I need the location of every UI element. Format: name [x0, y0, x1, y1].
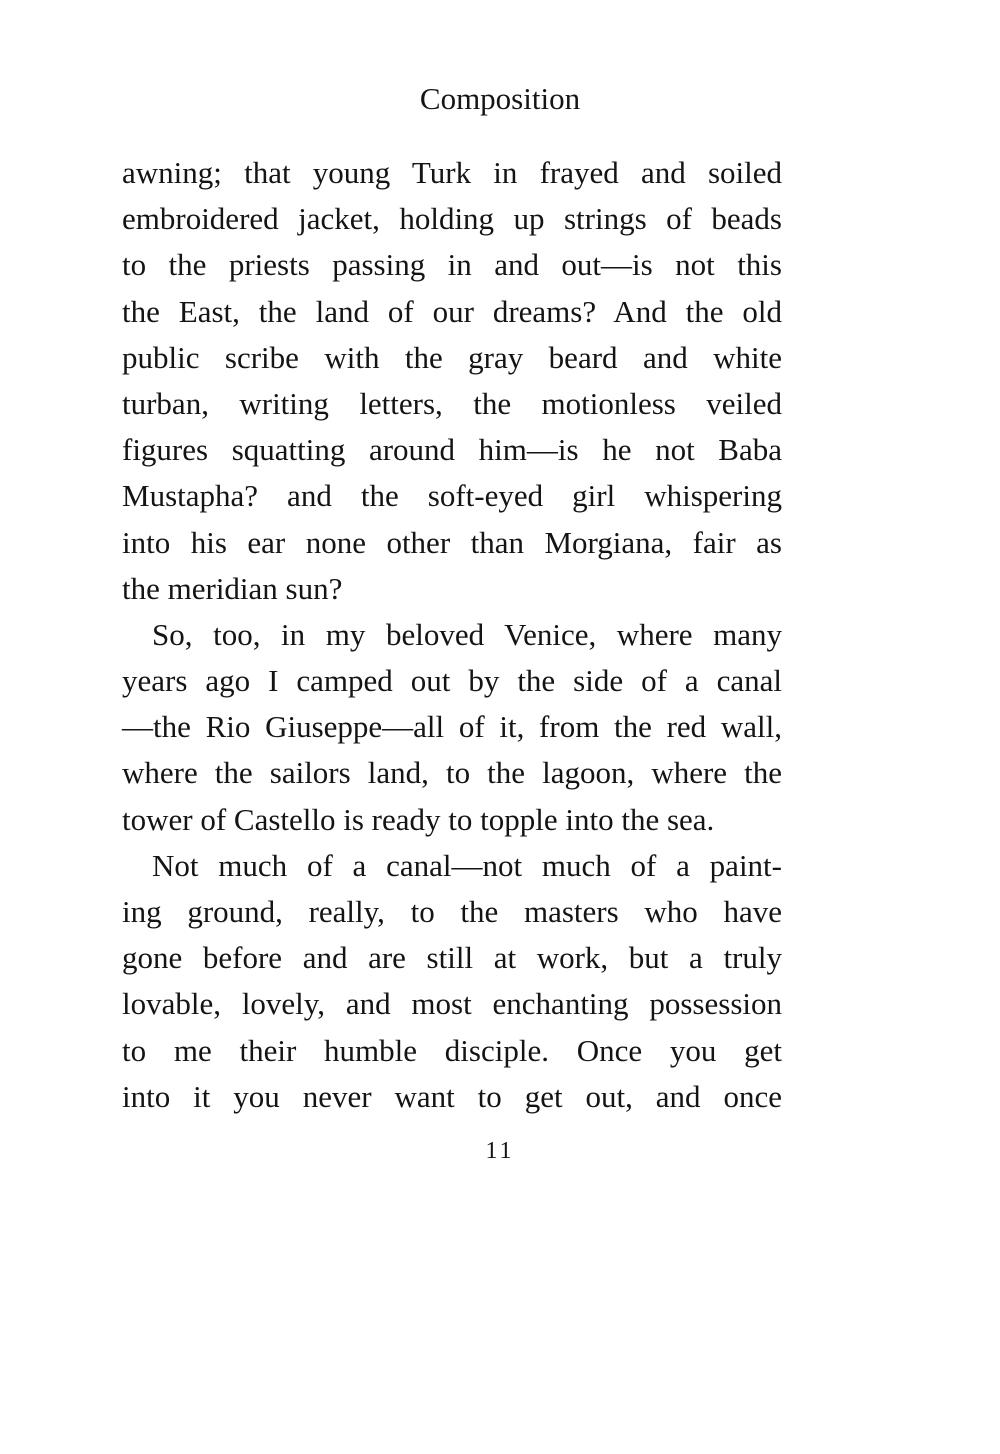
text-line: the East, the land of our dreams? And the old [122, 293, 782, 329]
text-line: to me their humble disciple. Once you get [122, 1032, 782, 1068]
text-line: years ago I camped out by the side of a canal [122, 663, 782, 699]
text-line: gone before and are still at work, but a truly [122, 940, 782, 976]
text-line: Mustapha? and the soft-eyed girl whispering [122, 478, 782, 514]
text-line: lovable, lovely, and most enchanting possession [122, 986, 782, 1022]
text-line: tower of Castello is ready to topple into the sea. [122, 801, 715, 837]
page-number: 11 [485, 1138, 515, 1164]
text-line: public scribe with the gray beard and white [122, 339, 782, 375]
text-line: where the sailors land, to the lagoon, where the [122, 755, 782, 791]
text-line: So, too, in my beloved Venice, where many [152, 616, 782, 652]
body-text [122, 150, 782, 1120]
text-line: the meridian sun? [122, 570, 343, 606]
text-line: into it you never want to get out, and once [122, 1078, 782, 1114]
text-line: —the Rio Giuseppe—all of it, from the red wall, [122, 709, 782, 745]
running-head: Composition [419, 81, 581, 116]
text-line: ing ground, really, to the masters who have [122, 894, 782, 929]
text-line: awning; that young Turk in frayed and soiled [122, 155, 782, 190]
text-line: Not much of a canal—not much of a paint- [152, 847, 782, 883]
text-line: figures squatting around him—is he not Baba [122, 432, 782, 468]
text-line: to the priests passing in and out—is not this [122, 247, 782, 283]
text-line: into his ear none other than Morgiana, fair as [122, 524, 782, 560]
text-line: embroidered jacket, holding up strings of beads [122, 201, 782, 237]
text-line: turban, writing letters, the motionless veiled [122, 385, 782, 421]
